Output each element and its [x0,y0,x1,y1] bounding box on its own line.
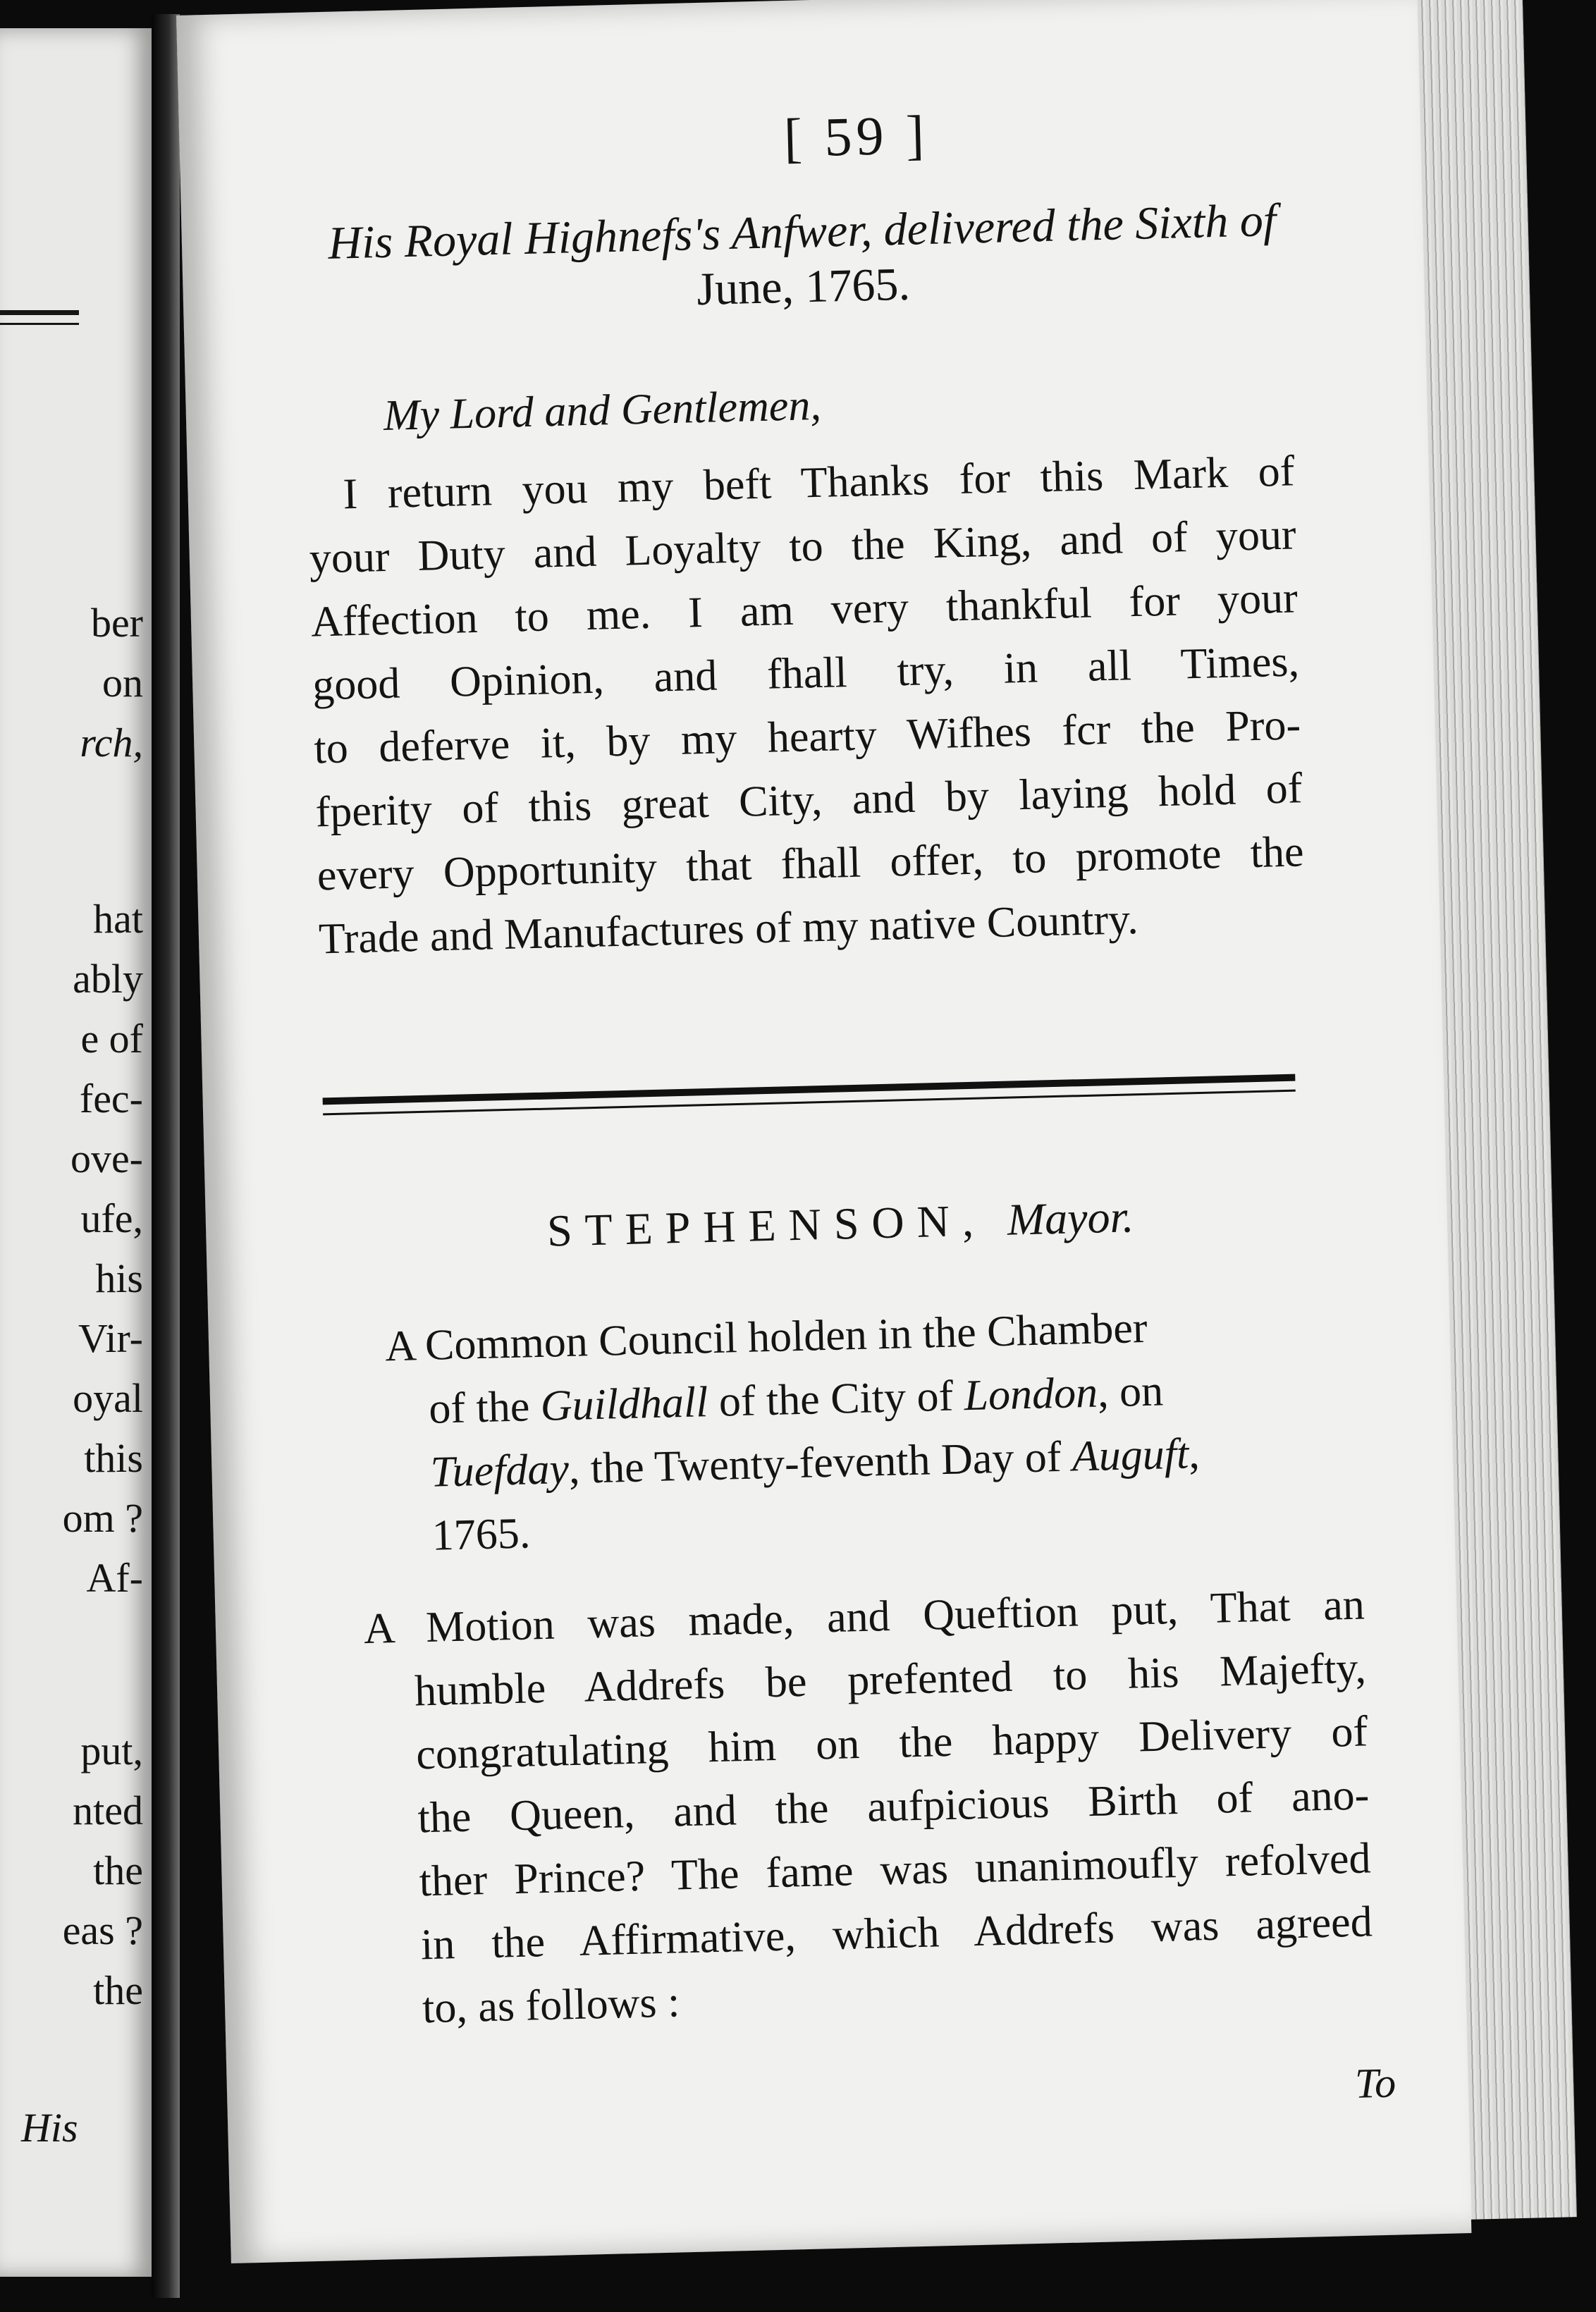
answer-line: every Opportunity that fhall offer, to promote the [317,828,1305,900]
council-text: , [1188,1429,1201,1478]
council-text: , on [1097,1367,1164,1417]
left-page-line: the [93,1847,143,1893]
left-page-rule [0,323,79,325]
left-page-line: Vir- [78,1315,143,1361]
left-page-rule [0,310,79,315]
left-page-line: this [84,1435,143,1481]
motion-line: congratulating him on the happy Delivery of [415,1707,1368,1779]
answer-line: good Opinion, and fhall try, in all Times, [312,637,1300,710]
mayor-name: STEPHENSON, [546,1195,987,1256]
motion-line: humble Addrefs be prefented to his Majefty, [414,1644,1367,1716]
council-text: of the [428,1382,541,1433]
book-gutter [152,14,180,2298]
left-page-line: fec- [79,1076,143,1121]
left-page [0,28,152,2277]
motion-line: to, as follows : [422,1978,681,2033]
answer-line: Trade and Manufactures of my native Country. [318,895,1139,964]
answer-heading [252,191,1353,328]
left-page-line: nted [73,1788,143,1833]
answer-paragraph [307,439,1306,971]
left-page-line: Af- [86,1555,143,1601]
right-page [176,0,1471,2263]
page-number: [ 59 ] [782,103,929,168]
council-city: London [963,1368,1098,1420]
council-day: Tuefday [429,1445,570,1496]
council-text: , the Twenty-feventh Day of [568,1432,1073,1493]
left-page-line: eas ? [62,1907,143,1953]
catchword: To [1354,2059,1396,2108]
mayor-heading [417,1188,1263,1260]
answer-line: your Duty and Loyalty to the King, and of your [309,510,1297,583]
council-place: Guildhall [539,1378,709,1430]
council-line: 1765. [431,1509,532,1560]
left-page-line: put, [80,1728,143,1773]
section-rule-thick [323,1074,1296,1105]
left-page-line: the [93,1967,143,2013]
left-page-line: oyal [73,1375,143,1421]
mayor-title: Mayor. [1006,1191,1135,1245]
left-page-line: e of [80,1016,143,1062]
council-month: Auguft [1072,1429,1189,1481]
answer-line: I return you my beft Thanks for this Mark of [342,447,1296,519]
left-page-line: ber [90,600,143,646]
left-page-line: om ? [62,1495,143,1541]
council-line: A Common Council holden in the Chamber [384,1303,1148,1371]
left-page-catchword: His [21,2105,78,2151]
left-page-line: rch, [80,720,143,765]
motion-paragraph [363,1573,1375,2042]
left-page-line: on [102,660,143,706]
left-page-line: ably [73,956,143,1002]
motion-line: A Motion was made, and Queftion put, That an [363,1580,1365,1654]
motion-line: ther Prince? The fame was unanimoufly refolved [418,1834,1372,1906]
answer-line: to deferve it, by my hearty Wifhes fcr the Pro- [313,701,1301,773]
council-paragraph [384,1291,1342,1568]
answer-line: fperity of this great City, and by laying hold of [314,764,1303,837]
salutation: My Lord and Gentlemen, [383,381,822,440]
council-text: of the City of [707,1372,965,1427]
left-page-line: ove- [70,1136,143,1181]
motion-line: in the Affirmative, which Addrefs was agreed [420,1898,1373,1969]
left-page-line: ufe, [80,1195,143,1241]
left-page-line: his [95,1255,143,1301]
answer-heading-line-2: June, 1765. [696,258,911,316]
motion-line: the Queen, and the aufpicious Birth of ano- [417,1771,1370,1843]
answer-line: Affection to me. I am very thankful for your [310,574,1299,646]
section-rule-thin [323,1090,1296,1116]
answer-heading-line-1: His Royal Highnefs's Anfwer, delivered the Sixth of [327,194,1277,269]
left-page-line: hat [93,896,143,942]
